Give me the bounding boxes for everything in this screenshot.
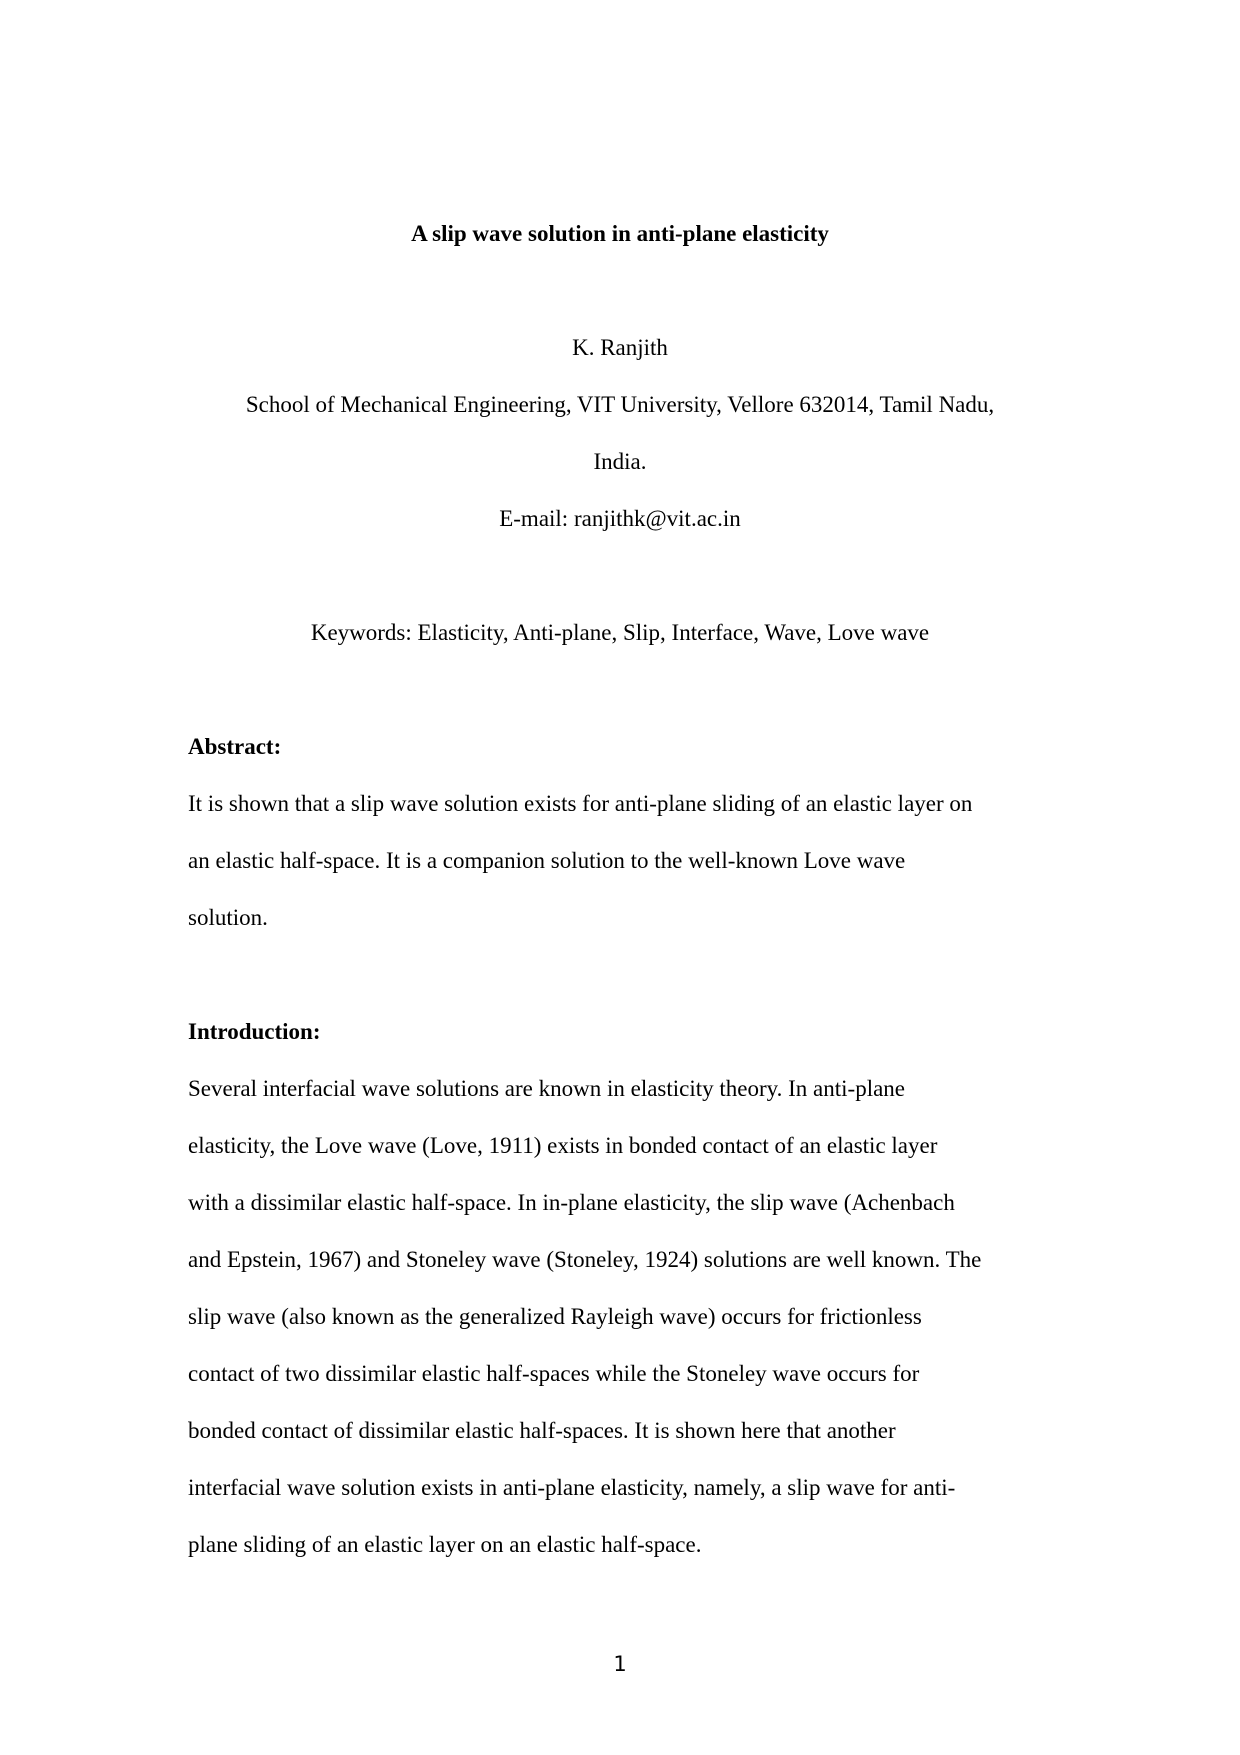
introduction-line: bonded contact of dissimilar elastic half-spaces. It is shown here that another [188, 1418, 896, 1443]
author-name: K. Ranjith [572, 335, 668, 360]
introduction-line: Several interfacial wave solutions are known in elasticity theory. In anti-plane [188, 1076, 906, 1101]
introduction-line: and Epstein, 1967) and Stoneley wave (Stoneley, 1924) solutions are well known. The [188, 1247, 982, 1272]
introduction-line: elasticity, the Love wave (Love, 1911) exists in bonded contact of an elastic layer [188, 1133, 938, 1158]
keywords: Keywords: Elasticity, Anti-plane, Slip, Interface, Wave, Love wave [310, 620, 930, 645]
introduction-heading: Introduction: [188, 1019, 321, 1044]
introduction-line: with a dissimilar elastic half-space. In in-plane elasticity, the slip wave (Achenbach [188, 1190, 955, 1215]
paper-title: A slip wave solution in anti-plane elasticity [411, 221, 829, 246]
abstract-heading: Abstract: [188, 734, 282, 759]
page-number: 1 [613, 1652, 627, 1676]
introduction-line: contact of two dissimilar elastic half-spaces while the Stoneley wave occurs for [188, 1361, 920, 1386]
abstract-line: an elastic half-space. It is a companion solution to the well-known Love wave [188, 848, 906, 873]
abstract-line: solution. [188, 905, 268, 930]
introduction-line: slip wave (also known as the generalized Rayleigh wave) occurs for frictionless [188, 1304, 922, 1329]
abstract-line: It is shown that a slip wave solution exists for anti-plane sliding of an elastic layer on [188, 791, 973, 816]
affiliation-line-1: School of Mechanical Engineering, VIT University, Vellore 632014, Tamil Nadu, [245, 392, 995, 417]
affiliation-line-2: India. [593, 449, 647, 474]
author-email: E-mail: ranjithk@vit.ac.in [499, 506, 741, 531]
introduction-line: interfacial wave solution exists in anti-plane elasticity, namely, a slip wave for anti- [188, 1475, 956, 1500]
introduction-line: plane sliding of an elastic layer on an elastic half-space. [188, 1532, 702, 1557]
